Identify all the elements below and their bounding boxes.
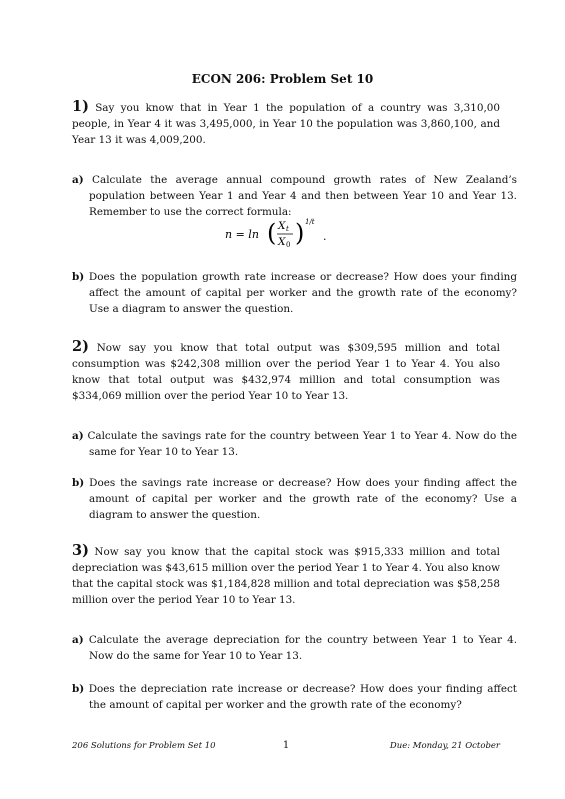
- question-1b-label: b): [72, 271, 85, 283]
- footer-course-label: 206 Solutions for Problem Set 10: [72, 741, 216, 751]
- question-3-text: Now say you know that the capital stock was $915,333 million and total depreciation was $43,615 million over the period Year 1 to Year 4. You also know that the capital stock was $1,184,828 million and total depreciation was $58,258 million over the period Year 10 to Year 13.: [72, 546, 500, 606]
- question-3: [72, 543, 500, 608]
- question-2b-label: b): [72, 477, 85, 489]
- question-1-number: 1): [72, 98, 89, 115]
- question-2a-label: a): [72, 430, 84, 442]
- question-1a: [72, 172, 517, 220]
- formula-period: .: [322, 230, 326, 243]
- question-1: [72, 99, 500, 148]
- question-1b-text: Does the population growth rate increase or decrease? How does your finding affect the amount of capital per worker and the growth rate of the economy? Use a diagram to answer the question.: [88, 271, 517, 315]
- formula-numerator: X: [277, 220, 285, 232]
- question-3-number: 3): [72, 542, 89, 559]
- question-1b: [72, 269, 517, 317]
- question-3b-label: b): [72, 683, 85, 695]
- question-1a-label: a): [72, 174, 84, 186]
- question-1-text: Say you know that in Year 1 the population of a country was 3,310,00 people, in Year 4 it was 3,495,000, in Year 10 the population was 3,860,100, and Year 13 it was 4,009,200.: [72, 102, 500, 146]
- formula-numerator-sub: t: [285, 225, 289, 233]
- formula-denominator: X: [277, 236, 285, 248]
- question-2: [72, 339, 500, 404]
- formula-paren-right: ): [294, 219, 304, 247]
- formula-paren-left: (: [266, 219, 276, 247]
- growth-rate-formula: [0, 216, 565, 255]
- question-3b-text: Does the depreciation rate increase or decrease? How does your finding affect the amount of capital per worker and the growth rate of the economy?: [88, 683, 517, 711]
- page-title: ECON 206: Problem Set 10: [191, 72, 374, 86]
- formula-exponent: 1/t: [304, 218, 315, 226]
- page-number: 1: [282, 740, 290, 751]
- question-2-text: Now say you know that total output was $309,595 million and total consumption was $242,308 million over the period Year 1 to Year 4. You also know that total output was $432,974 million and total consumption was $334,069 million over the period Year 10 to Year 13.: [72, 342, 501, 402]
- formula-graphic: [223, 216, 343, 252]
- question-2-number: 2): [72, 338, 89, 355]
- question-1a-text: Calculate the average annual compound growth rates of New Zealand’s population between Year 1 and Year 4 and then between Year 10 and Year 13. Remember to use the correct formula:: [89, 174, 517, 218]
- question-2a-text: Calculate the savings rate for the country between Year 1 to Year 4. Now do the same for Year 10 to Year 13.: [87, 430, 517, 458]
- question-2a: [72, 428, 517, 460]
- question-2b: [72, 475, 517, 523]
- formula-denominator-sub: 0: [285, 241, 290, 249]
- formula-lhs: n = ln: [224, 228, 259, 241]
- footer-due-date: Due: Monday, 21 October: [389, 741, 500, 751]
- question-3a-label: a): [72, 634, 84, 646]
- question-3a-text: Calculate the average depreciation for the country between Year 1 to Year 4. Now do the same for Year 10 to Year 13.: [88, 634, 517, 662]
- question-3b: [72, 681, 517, 713]
- question-3a: [72, 632, 517, 664]
- question-2b-text: Does the savings rate increase or decrease? How does your finding affect the amount of capital per worker and the growth rate of the economy? Use a diagram to answer the question.: [89, 477, 517, 521]
